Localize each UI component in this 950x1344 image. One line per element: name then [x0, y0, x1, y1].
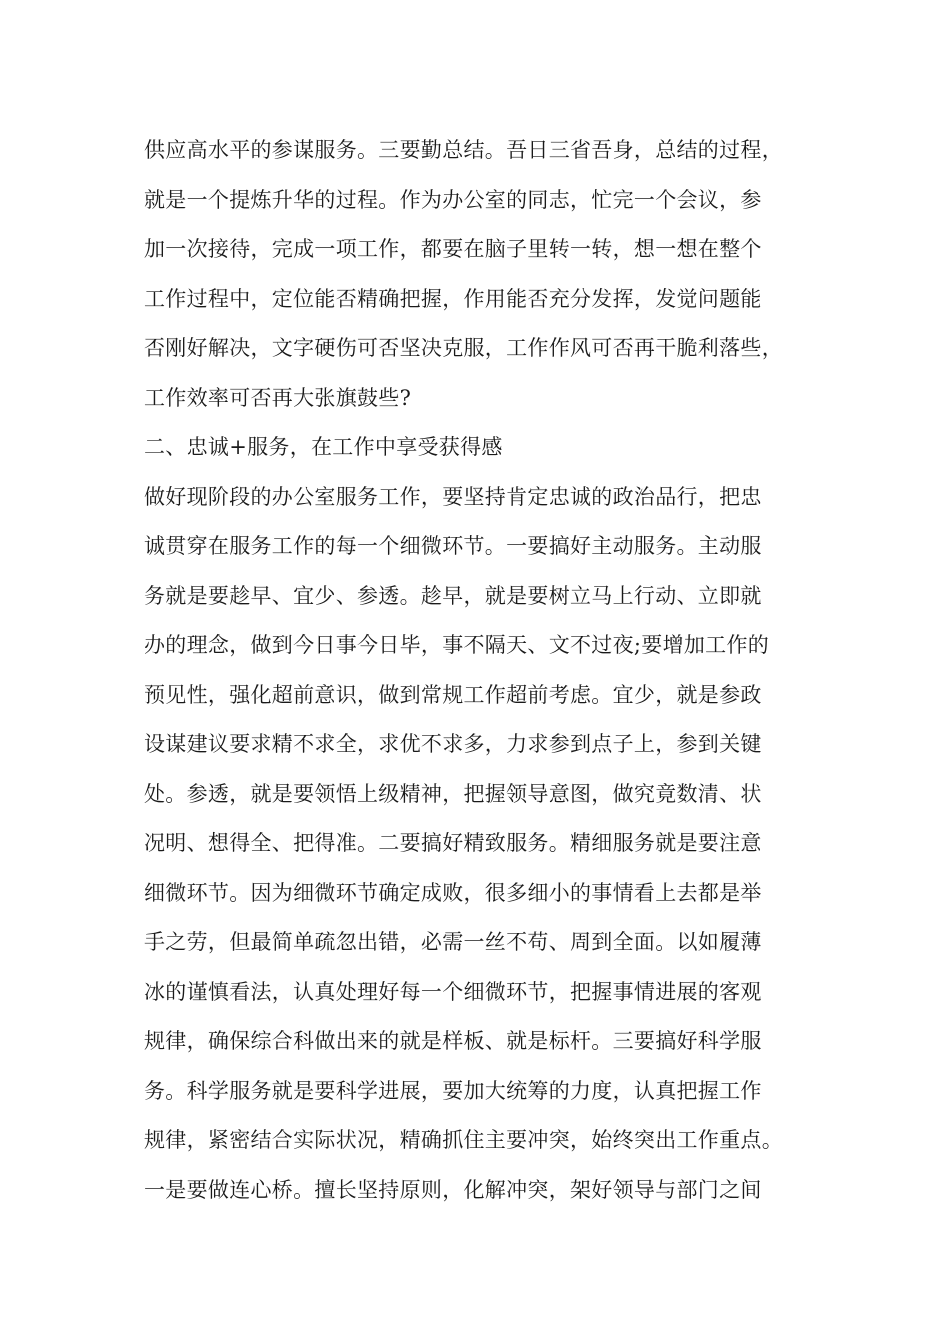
text-line: 诚贯穿在服务工作的每一个细微环节。一要搞好主动服务。主动服: [144, 534, 762, 558]
body-text: [144, 126, 824, 1215]
text-line: 规律，紧密结合实际状况，精确抓住主要冲突，始终突出工作重点。: [144, 1128, 783, 1152]
text-line: 务。科学服务就是要科学进展，要加大统筹的力度，认真把握工作: [144, 1078, 762, 1103]
text-line: 工作过程中，定位能否精确把握，作用能否充分发挥，发觉问题能: [144, 286, 762, 311]
text-line: 办的理念，做到今日事今日毕，事不隔天、文不过夜;要增加工作的: [144, 633, 770, 657]
text-line: 加一次接待，完成一项工作，都要在脑子里转一转，想一想在整个: [144, 237, 762, 261]
text-line: 一是要做连心桥。擅长坚持原则，化解冲突，架好领导与部门之间: [144, 1177, 762, 1202]
text-line: 做好现阶段的办公室服务工作，要坚持肯定忠诚的政治品行，把忠: [144, 484, 762, 509]
text-line: 否刚好解决，文字硬伤可否坚决克服，工作作风可否再干脆利落些，: [144, 336, 783, 360]
text-line: 就是一个提炼升华的过程。作为办公室的同志，忙完一个会议，参: [144, 187, 762, 212]
text-line: 细微环节。因为细微环节确定成败，很多细小的事情看上去都是举: [144, 880, 762, 905]
text-line: 处。参透，就是要领悟上级精神，把握领导意图，做究竟数清、状: [144, 781, 762, 806]
text-line: 况明、想得全、把得准。二要搞好精致服务。精细服务就是要注意: [144, 831, 762, 855]
text-line: 工作效率可否再大张旗鼓些?: [144, 385, 412, 410]
text-line: 设谋建议要求精不求全，求优不求多，力求参到点子上，参到关键: [144, 732, 762, 756]
section-heading: 二、忠诚+服务，在工作中享受获得感: [144, 435, 503, 459]
text-line: 规律，确保综合科做出来的就是样板、就是标杆。三要搞好科学服: [144, 1029, 762, 1053]
text-line: 预见性，强化超前意识，做到常规工作超前考虑。宜少，就是参政: [144, 682, 762, 707]
text-line: 冰的谨慎看法，认真处理好每一个细微环节，把握事情进展的客观: [144, 979, 762, 1004]
text-line: 供应高水平的参谋服务。三要勤总结。吾日三省吾身，总结的过程，: [144, 138, 783, 162]
text-line: 务就是要趁早、宜少、参透。趁早，就是要树立马上行动、立即就: [144, 583, 762, 608]
text-line: 手之劳，但最简单疏忽出错，必需一丝不苟、周到全面。以如履薄: [144, 930, 762, 954]
